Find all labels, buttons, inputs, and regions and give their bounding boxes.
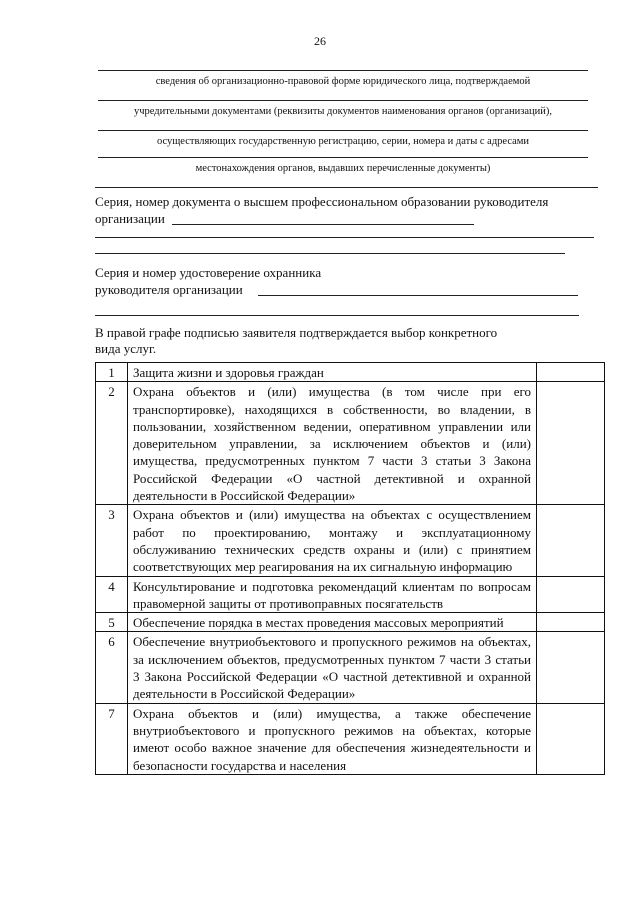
service-text: [128, 613, 537, 632]
table-row: [96, 382, 605, 505]
service-number: 3: [96, 505, 128, 576]
service-text: [128, 382, 537, 505]
service-text-content: Обеспечение порядка в местах проведения массовых мероприятий: [133, 615, 504, 631]
services-intro: В правой графе подписью заявителя подтверждается выбор конкретного: [95, 325, 498, 340]
service-text: [128, 703, 537, 774]
education-doc-label: Серия, номер документа о высшем профессиональном образовании руководителя: [95, 194, 549, 209]
service-text-content: Консультирование и подготовка рекомендаций клиентам по вопросам правомерной защиты от противоправных посягательств: [133, 578, 531, 611]
divider-line: [98, 157, 588, 158]
divider-line: [98, 130, 588, 131]
service-number: 1: [96, 363, 128, 382]
service-text-content: Охрана объектов и (или) имущества на объектах с осуществлением работ по проектированию, монтажу и эксплуатационному обслуживанию технических средств охраны и (или) с принятием соответствующих мер реагирования на их сигнальную информацию: [133, 507, 531, 575]
caption-line: сведения об организационно-правовой форме юридического лица, подтверждаемой: [155, 76, 531, 87]
page-number: 26: [314, 34, 326, 48]
services-table: [95, 362, 605, 775]
table-row: [96, 613, 605, 632]
divider-line: [98, 70, 588, 71]
table-row: [96, 632, 605, 703]
caption-line: местонахождения органов, выдавших перечисленные документы): [195, 163, 491, 174]
education-doc-field-2[interactable]: [95, 237, 594, 238]
guard-cert-label-2: руководителя организации: [95, 282, 243, 297]
service-number: 7: [96, 703, 128, 774]
education-doc-field[interactable]: [172, 224, 474, 225]
service-number: 2: [96, 382, 128, 505]
table-row: [96, 703, 605, 774]
guard-cert-label: Серия и номер удостоверение охранника: [95, 265, 322, 280]
signature-cell[interactable]: [537, 505, 605, 576]
service-number: 4: [96, 576, 128, 613]
service-text: [128, 632, 537, 703]
signature-cell[interactable]: [537, 703, 605, 774]
education-doc-label-2: организации: [95, 211, 165, 226]
service-text-content: Обеспечение внутриобъектового и пропускного режимов на объектах, за исключением объектов, предусмотренных пунктом 7 части 3 статьи 3 Закона Российской Федерации «О частной детективной и охранной деятельности в Российской Федерации»: [133, 634, 531, 702]
service-text-content: Охрана объектов и (или) имущества, а также обеспечение внутриобъектового и пропускного режимов на объектах, которые имеют особо важное значение для обеспечения жизнедеятельности и безопасности государства и населения: [133, 705, 531, 773]
signature-cell[interactable]: [537, 576, 605, 613]
guard-cert-field-2[interactable]: [95, 315, 579, 316]
education-doc-field-3[interactable]: [95, 253, 565, 254]
table-row: [96, 576, 605, 613]
signature-cell[interactable]: [537, 632, 605, 703]
guard-cert-field[interactable]: [258, 295, 578, 296]
table-row: [96, 363, 605, 382]
divider-line: [98, 100, 588, 101]
signature-cell[interactable]: [537, 363, 605, 382]
service-text: [128, 576, 537, 613]
caption-line: учредительными документами (реквизиты документов наименования органов (организаций),: [133, 106, 553, 117]
service-number: 6: [96, 632, 128, 703]
signature-cell[interactable]: [537, 382, 605, 505]
service-text-content: Охрана объектов и (или) имущества (в том числе при его транспортировке), находящихся в собственности, во владении, в пользовании, хозяйственном ведении, оперативном управлении или доверительном управлении, за исключением объектов и (или) имущества, предусмотренных пунктом 7 части 3 статьи 3 Закона Российской Федерации «О частной детективной и охранной деятельности в Российской Федерации»: [133, 384, 531, 504]
service-text: [128, 363, 537, 382]
caption-line: осуществляющих государственную регистрацию, серии, номера и даты с адресами: [156, 136, 530, 147]
service-text: [128, 505, 537, 576]
services-intro-2: вида услуг.: [95, 341, 157, 356]
table-row: [96, 505, 605, 576]
service-number: 5: [96, 613, 128, 632]
signature-cell[interactable]: [537, 613, 605, 632]
service-text-content: Защита жизни и здоровья граждан: [133, 365, 324, 380]
divider-line: [95, 187, 598, 188]
